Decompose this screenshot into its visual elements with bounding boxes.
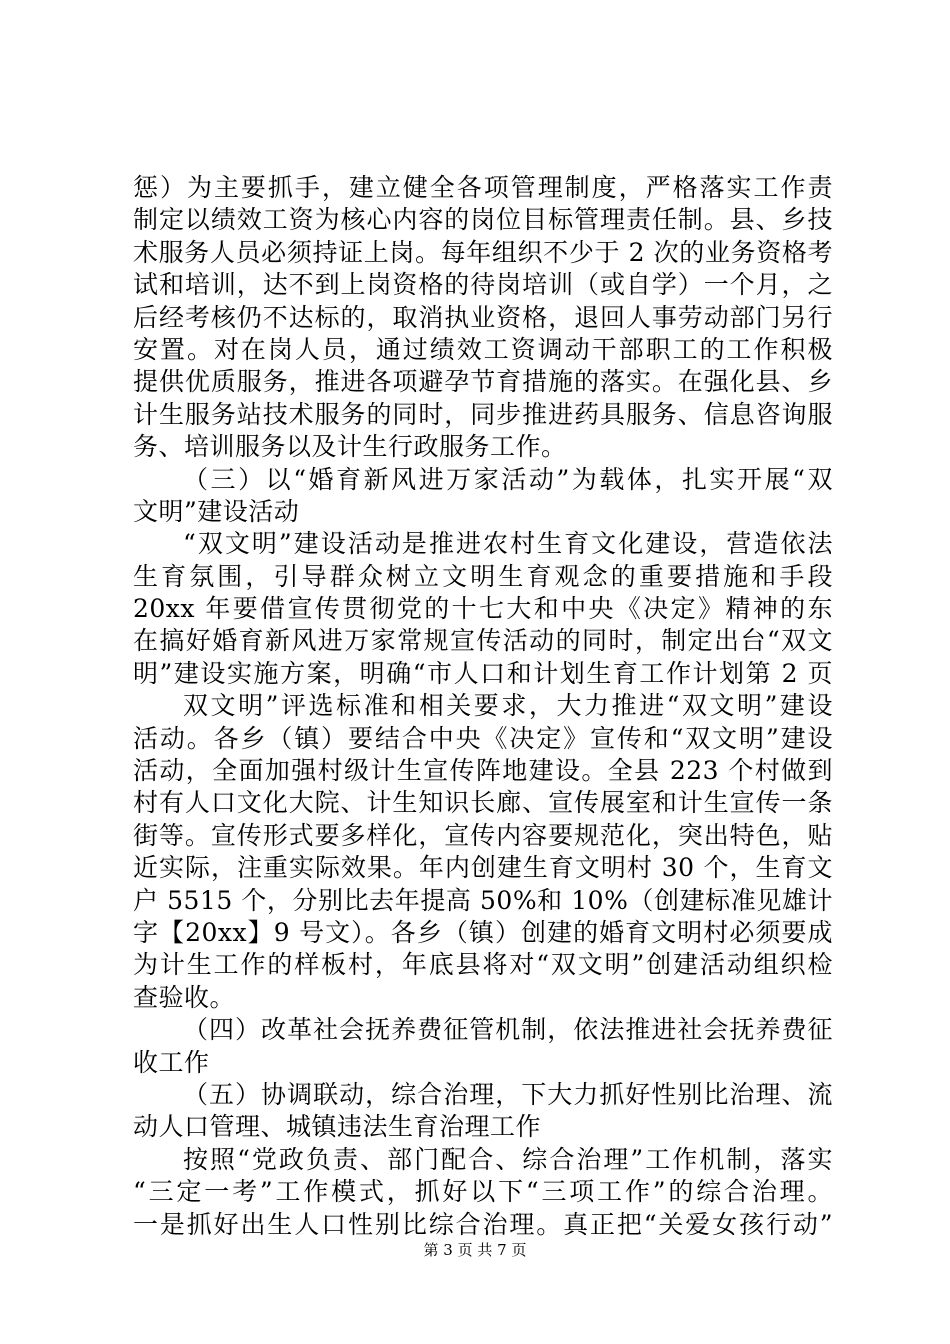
text-line: 活动，全面加强村级计生宣传阵地建设。全县 223 个村做到	[133, 756, 833, 786]
text-line: 安置。对在岗人员，通过绩效工资调动干部职工的工作积极	[133, 334, 833, 364]
text-line: “双文明”建设活动是推进农村生育文化建设，营造依法	[183, 529, 833, 559]
text-line: （三）以“婚育新风进万家活动”为载体，扎实开展“双	[183, 464, 833, 494]
text-line: 制定以绩效工资为核心内容的岗位目标管理责任制。县、乡技	[133, 205, 833, 235]
text-line: 20xx 年要借宣传贯彻党的十七大和中央《决定》精神的东	[133, 594, 833, 624]
text-line: 计生服务站技术服务的同时，同步推进药具服务、信息咨询服	[133, 399, 833, 429]
text-line: 生育氛围，引导群众树立文明生育观念的重要措施和手段	[133, 561, 833, 591]
text-line: 文明”建设活动	[133, 496, 300, 526]
text-line: 为计生工作的样板村，年底县将对“双文明”创建活动组织检	[133, 950, 833, 980]
text-line: 在搞好婚育新风进万家常规宣传活动的同时，制定出台“双文	[133, 626, 833, 656]
text-line: 收工作	[133, 1047, 210, 1077]
text-line: 活动。各乡（镇）要结合中央《决定》宣传和“双文明”建设	[133, 723, 833, 753]
text-line: 字【20xx】9 号文）。各乡（镇）创建的婚育文明村必须要成	[133, 917, 833, 947]
text-line: 街等。宣传形式要多样化，宣传内容要规范化，突出特色，贴	[133, 820, 833, 850]
text-line: 户 5515 个，分别比去年提高 50%和 10%（创建标准见雄计	[133, 885, 833, 915]
page-number-label: 第 3 页 共 7 页	[423, 1241, 527, 1259]
text-line: 按照“党政负责、部门配合、综合治理”工作机制，落实	[183, 1144, 833, 1174]
text-line: （四）改革社会抚养费征管机制，依法推进社会抚养费征	[183, 1015, 833, 1045]
text-line: 双文明”评选标准和相关要求，大力推进“双文明”建设	[183, 691, 833, 721]
text-line: 提供优质服务，推进各项避孕节育措施的落实。在强化县、乡	[133, 367, 833, 397]
text-line: 查验收。	[133, 982, 236, 1012]
text-line: 后经考核仍不达标的，取消执业资格，退回人事劳动部门另行	[133, 302, 833, 332]
text-line: 术服务人员必须持证上岗。每年组织不少于 2 次的业务资格考	[133, 237, 833, 267]
text-line: 近实际，注重实际效果。年内创建生育文明村 30 个，生育文	[133, 853, 833, 883]
text-line: 试和培训，达不到上岗资格的待岗培训（或自学）一个月，之	[133, 270, 833, 300]
text-line: 村有人口文化大院、计生知识长廊、宣传展室和计生宣传一条	[133, 788, 833, 818]
text-line: 一是抓好出生人口性别比综合治理。真正把“关爱女孩行动”	[133, 1209, 833, 1239]
document-body	[133, 172, 833, 1241]
text-line: （五）协调联动，综合治理，下大力抓好性别比治理、流	[183, 1079, 833, 1109]
page-footer	[0, 1240, 950, 1260]
text-line: 动人口管理、城镇违法生育治理工作	[133, 1112, 542, 1142]
text-line: 惩）为主要抓手，建立健全各项管理制度，严格落实工作责	[133, 173, 833, 202]
text-line: “三定一考”工作模式，抓好以下“三项工作”的综合治理。	[133, 1177, 833, 1207]
text-line: 务、培训服务以及计生行政服务工作。	[133, 432, 567, 462]
text-line: 明”建设实施方案，明确“市人口和计划生育工作计划第 2 页	[133, 658, 833, 688]
